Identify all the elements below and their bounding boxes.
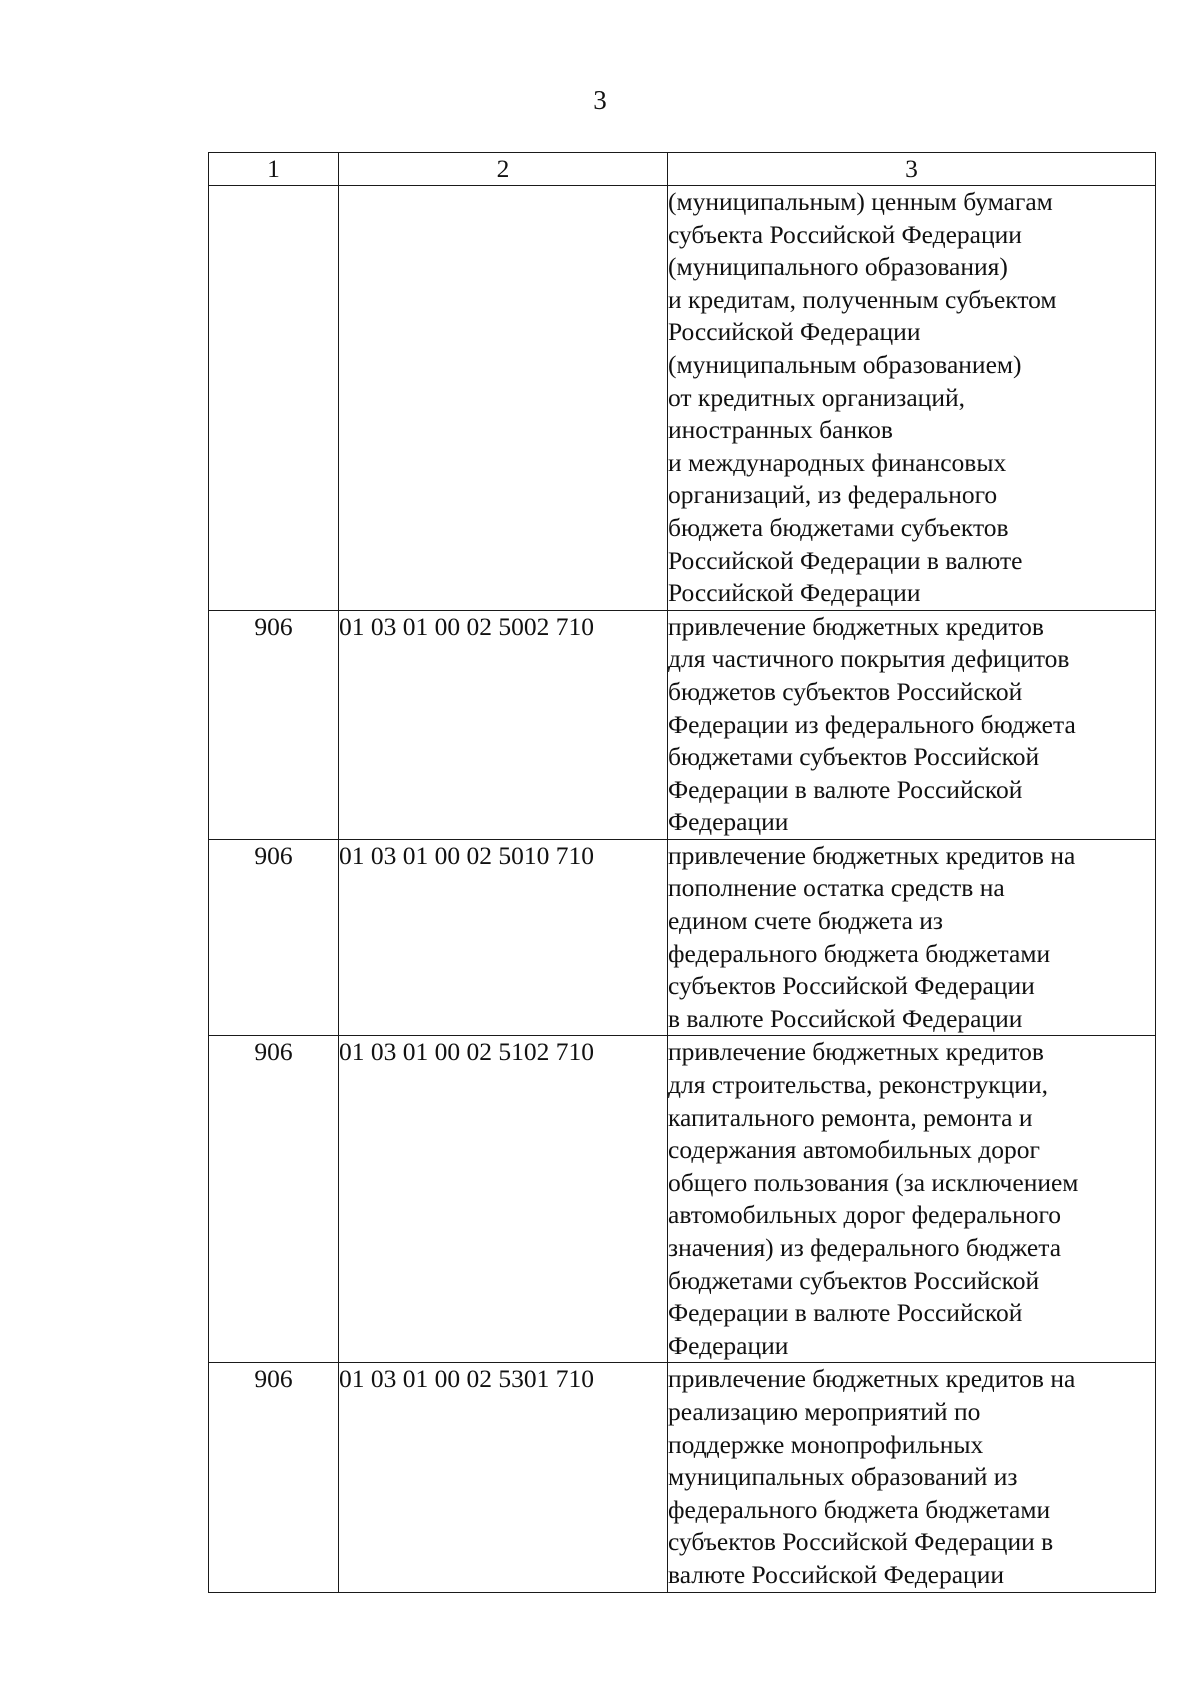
admin-code-cell: 906 — [209, 1363, 339, 1592]
admin-code-cell — [209, 186, 339, 611]
admin-code-cell: 906 — [209, 1036, 339, 1363]
budget-code-cell: 01 03 01 00 02 5002 710 — [339, 610, 668, 839]
page-number: 3 — [593, 85, 607, 115]
description-cell: (муниципальным) ценным бумагам субъекта Российской Федерации (муниципального образования) и кредитам, полученным субъектом Российской Федерации (муниципальным образованием) от кредитных организаций, иностранных банков и международных финансовых организаций, из федерального бюджета бюджетами субъектов Российской Федерации в валюте Российской Федерации — [668, 186, 1156, 611]
budget-codes-table — [208, 152, 1156, 1593]
header-col-1: 1 — [209, 153, 339, 186]
budget-code-cell: 01 03 01 00 02 5102 710 — [339, 1036, 668, 1363]
description-cell: привлечение бюджетных кредитов для строительства, реконструкции, капитального ремонта, ремонта и содержания автомобильных дорог общего пользования (за исключением автомобильных дорог федерального значения) из федерального бюджета бюджетами субъектов Российской Федерации в валюте Российской Федерации — [668, 1036, 1156, 1363]
description-cell: привлечение бюджетных кредитов на реализацию мероприятий по поддержке монопрофильных муниципальных образований из федерального бюджета бюджетами субъектов Российской Федерации в валюте Российской Федерации — [668, 1363, 1156, 1592]
table-row — [209, 610, 1156, 839]
budget-code-cell: 01 03 01 00 02 5010 710 — [339, 839, 668, 1036]
table-row — [209, 839, 1156, 1036]
description-cell: привлечение бюджетных кредитов на пополнение остатка средств на едином счете бюджета из федерального бюджета бюджетами субъектов Российской Федерации в валюте Российской Федерации — [668, 839, 1156, 1036]
table-row — [209, 1363, 1156, 1592]
header-col-2: 2 — [339, 153, 668, 186]
budget-code-cell — [339, 186, 668, 611]
header-col-3: 3 — [668, 153, 1156, 186]
table-row — [209, 1036, 1156, 1363]
admin-code-cell: 906 — [209, 610, 339, 839]
admin-code-cell: 906 — [209, 839, 339, 1036]
table-row — [209, 186, 1156, 611]
table-header-row — [209, 153, 1156, 186]
description-cell: привлечение бюджетных кредитов для частичного покрытия дефицитов бюджетов субъектов Российской Федерации из федерального бюджета бюджетами субъектов Российской Федерации в валюте Российской Федерации — [668, 610, 1156, 839]
budget-code-cell: 01 03 01 00 02 5301 710 — [339, 1363, 668, 1592]
